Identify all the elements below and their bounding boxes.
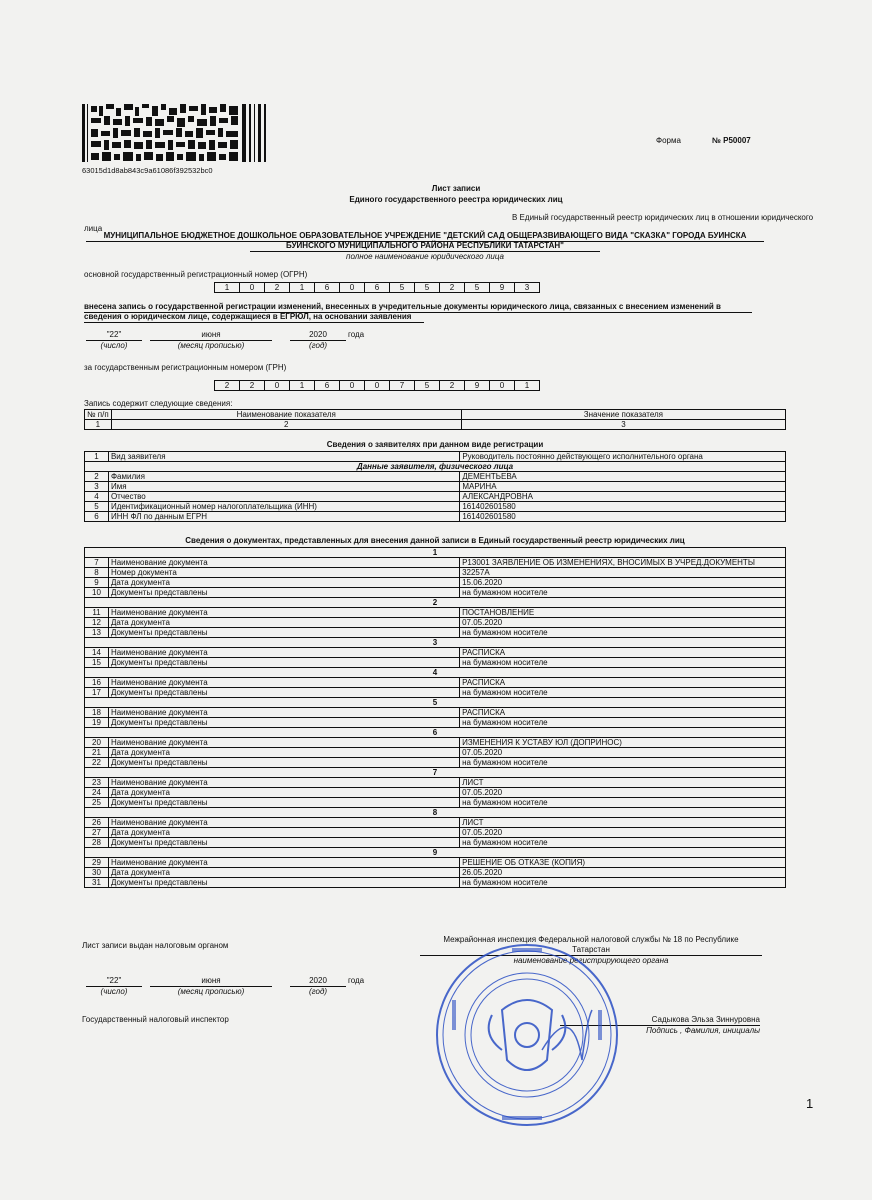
row-number: 8: [85, 568, 109, 578]
digit-cell: 1: [215, 283, 240, 292]
row-number: 15: [85, 658, 109, 668]
grn-digits: [214, 380, 540, 391]
document-group-row: [85, 638, 786, 648]
header-num-2: 2: [111, 420, 461, 430]
header-table: [84, 409, 786, 430]
row-number: 20: [85, 738, 109, 748]
table-row: [85, 738, 786, 748]
digit-cell: 0: [265, 381, 290, 390]
header-num-3: 3: [461, 420, 785, 430]
digit-cell: 5: [415, 283, 440, 292]
page-number: 1: [806, 1096, 814, 1111]
row-number: 19: [85, 718, 109, 728]
row-number: 17: [85, 688, 109, 698]
table-row: [85, 688, 786, 698]
table-row: [85, 788, 786, 798]
row-name: Дата документа: [108, 868, 459, 878]
row-value: 15.06.2020: [460, 578, 786, 588]
row-value: на бумажном носителе: [460, 628, 786, 638]
document-group-number: 9: [85, 848, 786, 858]
row-number: 18: [85, 708, 109, 718]
table-row: [85, 878, 786, 888]
digit-cell: 0: [240, 283, 265, 292]
table-row: [85, 558, 786, 568]
table-row: [85, 578, 786, 588]
row-value: ЛИСТ: [460, 818, 786, 828]
digit-cell: 6: [315, 381, 340, 390]
digit-cell: 1: [290, 381, 315, 390]
document-group-number: 4: [85, 668, 786, 678]
digit-cell: 2: [440, 283, 465, 292]
document-group-row: [85, 728, 786, 738]
row-value: на бумажном носителе: [460, 688, 786, 698]
row-value: 26.05.2020: [460, 868, 786, 878]
table-row: [85, 472, 786, 482]
row-name: Отчество: [108, 492, 459, 502]
row-name: Наименование документа: [108, 738, 459, 748]
row-number: 22: [85, 758, 109, 768]
document-group-row: [85, 668, 786, 678]
footer-date-year-word: года: [348, 976, 365, 985]
document-group-number: 1: [85, 548, 786, 558]
row-value: ИЗМЕНЕНИЯ К УСТАВУ ЮЛ (ДОПРИНОС): [460, 738, 786, 748]
footer-date-month: июня: [150, 976, 272, 987]
row-value: РЕШЕНИЕ ОБ ОТКАЗЕ (КОПИЯ): [460, 858, 786, 868]
table-row: [85, 588, 786, 598]
table-row: [85, 608, 786, 618]
org-name-caption: полное наименование юридического лица: [346, 252, 504, 261]
applicant-subheader-row: [85, 462, 786, 472]
row-value: на бумажном носителе: [460, 588, 786, 598]
digit-cell: 7: [390, 381, 415, 390]
entry-text-line2: сведения о юридическом лице, содержащиеся в ЕГРЮЛ, на основании заявления: [84, 312, 424, 323]
row-name: Фамилия: [108, 472, 459, 482]
entry-text-line1: внесена запись о государственной регистрации изменений, внесенных в учредительные документы юридического лица, связанных с внесением изменений в: [84, 302, 752, 313]
row-value: 07.05.2020: [460, 618, 786, 628]
row-number: 29: [85, 858, 109, 868]
signer-caption: Подпись , Фамилия, инициалы: [646, 1026, 760, 1035]
date-month: июня: [150, 330, 272, 341]
row-name: Номер документа: [108, 568, 459, 578]
row-number: 6: [85, 512, 109, 522]
digit-cell: 9: [490, 283, 515, 292]
document-group-number: 5: [85, 698, 786, 708]
row-value: МАРИНА: [460, 482, 786, 492]
row-value: на бумажном носителе: [460, 758, 786, 768]
row-number: 26: [85, 818, 109, 828]
row-name: Дата документа: [108, 748, 459, 758]
row-value: на бумажном носителе: [460, 718, 786, 728]
row-name: Наименование документа: [108, 648, 459, 658]
authority-caption: наименование регистрирующего органа: [513, 956, 669, 965]
row-number: 30: [85, 868, 109, 878]
row-number: 7: [85, 558, 109, 568]
row-value: 07.05.2020: [460, 748, 786, 758]
row-number: 21: [85, 748, 109, 758]
row-value: 32257А: [460, 568, 786, 578]
row-number: 27: [85, 828, 109, 838]
section-applicants-title: Сведения о заявителях при данном виде регистрации: [326, 440, 544, 449]
date-year-caption: (год): [308, 341, 328, 350]
table-row: [85, 748, 786, 758]
row-name: Наименование документа: [108, 818, 459, 828]
date-day: "22": [86, 330, 142, 341]
row-value: на бумажном носителе: [460, 798, 786, 808]
digit-cell: 9: [465, 381, 490, 390]
intro-text-2: лица: [84, 224, 103, 233]
date-day-caption: (число): [100, 341, 128, 350]
row-number: 10: [85, 588, 109, 598]
row-value: 161402601580: [460, 502, 786, 512]
authority-line1: Межрайонная инспекция Федеральной налоговой службы № 18 по Республике: [443, 935, 739, 944]
digit-cell: 3: [524, 283, 530, 292]
digit-cell: 0: [340, 381, 365, 390]
footer-month-caption: (месяц прописью): [177, 987, 245, 996]
signer-name: Садыкова Эльза Зиннуровна: [560, 1015, 760, 1026]
form-number: № Р50007: [712, 136, 751, 145]
official-stamp-seal: [432, 940, 622, 1130]
footer-date-day: "22": [86, 976, 142, 987]
header-col-num: № п/п: [85, 410, 112, 420]
row-name: Дата документа: [108, 578, 459, 588]
digit-cell: 6: [365, 283, 390, 292]
row-number: 24: [85, 788, 109, 798]
row-value: ЛИСТ: [460, 778, 786, 788]
row-number: 11: [85, 608, 109, 618]
table-row: [85, 618, 786, 628]
table-row: [85, 452, 786, 462]
document-group-number: 7: [85, 768, 786, 778]
issued-label: Лист записи выдан налоговым органом: [82, 941, 229, 950]
table-row: [85, 858, 786, 868]
row-name: Документы представлены: [108, 718, 459, 728]
row-name: Документы представлены: [108, 588, 459, 598]
document-group-row: [85, 698, 786, 708]
row-number: 23: [85, 778, 109, 788]
row-number: 31: [85, 878, 109, 888]
row-name: Дата документа: [108, 828, 459, 838]
table-row: [85, 628, 786, 638]
row-number: 1: [85, 452, 109, 462]
row-value: Руководитель постоянно действующего исполнительного органа: [460, 452, 786, 462]
table-row: [85, 838, 786, 848]
document-group-number: 6: [85, 728, 786, 738]
row-value: ДЕМЕНТЬЕВА: [460, 472, 786, 482]
table-row: [85, 482, 786, 492]
row-number: 13: [85, 628, 109, 638]
row-value: АЛЕКСАНДРОВНА: [460, 492, 786, 502]
date-month-caption: (месяц прописью): [177, 341, 245, 350]
table-row: [85, 828, 786, 838]
applicants-table: [84, 451, 786, 522]
document-group-row: [85, 598, 786, 608]
org-name-line2: БУИНСКОГО МУНИЦИПАЛЬНОГО РАЙОНА РЕСПУБЛИКИ ТАТАРСТАН": [250, 241, 600, 252]
intro-text: В Единый государственный реестр юридических лиц в отношении юридического: [512, 213, 814, 222]
row-name: Документы представлены: [108, 758, 459, 768]
row-value: ПОСТАНОВЛЕНИЕ: [460, 608, 786, 618]
applicant-subheader: Данные заявителя, физического лица: [85, 462, 786, 472]
header-row: [85, 410, 786, 420]
row-number: 3: [85, 482, 109, 492]
table-row: [85, 798, 786, 808]
documents-table: [84, 547, 786, 888]
row-number: 4: [85, 492, 109, 502]
row-name: Наименование документа: [108, 608, 459, 618]
row-value: РАСПИСКА: [460, 648, 786, 658]
row-number: 28: [85, 838, 109, 848]
table-row: [85, 678, 786, 688]
footer-year-caption: (год): [308, 987, 328, 996]
row-value: 07.05.2020: [460, 828, 786, 838]
row-name: Идентификационный номер налогоплательщика (ИНН): [108, 502, 459, 512]
table-row: [85, 758, 786, 768]
header-num-1: 1: [85, 420, 112, 430]
row-number: 16: [85, 678, 109, 688]
row-name: Документы представлены: [108, 628, 459, 638]
barcode-text: 63015d1d8ab843c9a61086f392532bc0: [82, 166, 213, 175]
row-name: Наименование документа: [108, 708, 459, 718]
digit-cell: 1: [524, 381, 530, 390]
digit-cell: 2: [265, 283, 290, 292]
row-number: 9: [85, 578, 109, 588]
table-row: [85, 502, 786, 512]
table-row: [85, 658, 786, 668]
digit-cell: 2: [215, 381, 240, 390]
digit-cell: 5: [465, 283, 490, 292]
document-group-number: 2: [85, 598, 786, 608]
table-row: [85, 778, 786, 788]
row-number: 12: [85, 618, 109, 628]
table-row: [85, 512, 786, 522]
digit-cell: 0: [490, 381, 515, 390]
row-value: на бумажном носителе: [460, 838, 786, 848]
title-line1: Лист записи: [431, 184, 481, 193]
footer-date-year: 2020: [290, 976, 346, 987]
row-name: Наименование документа: [108, 778, 459, 788]
ogrn-digits: [214, 282, 540, 293]
row-value: 161402601580: [460, 512, 786, 522]
document-group-row: [85, 808, 786, 818]
table-row: [85, 648, 786, 658]
row-name: Вид заявителя: [108, 452, 459, 462]
digit-cell: 6: [315, 283, 340, 292]
row-value: на бумажном носителе: [460, 878, 786, 888]
title-line2: Единого государственного реестра юридических лиц: [349, 195, 563, 204]
row-name: Документы представлены: [108, 838, 459, 848]
footer-day-caption: (число): [100, 987, 128, 996]
document-group-number: 8: [85, 808, 786, 818]
document-group-number: 3: [85, 638, 786, 648]
digit-cell: 0: [340, 283, 365, 292]
digit-cell: 0: [365, 381, 390, 390]
document-group-row: [85, 768, 786, 778]
digit-cell: 2: [240, 381, 265, 390]
ogrn-label: основной государственный регистрационный номер (ОГРН): [84, 270, 308, 279]
header-numbers-row: [85, 420, 786, 430]
table-row: [85, 868, 786, 878]
row-name: Документы представлены: [108, 798, 459, 808]
row-name: Документы представлены: [108, 878, 459, 888]
header-col-value: Значение показателя: [461, 410, 785, 420]
inspector-label: Государственный налоговый инспектор: [82, 1015, 229, 1024]
digit-cell: 5: [415, 381, 440, 390]
table-row: [85, 708, 786, 718]
row-value: Р13001 ЗАЯВЛЕНИЕ ОБ ИЗМЕНЕНИЯХ, ВНОСИМЫХ В УЧРЕД.ДОКУМЕНТЫ: [460, 558, 786, 568]
document-group-row: [85, 548, 786, 558]
row-name: Имя: [108, 482, 459, 492]
date-year-word: года: [348, 330, 365, 339]
row-name: Документы представлены: [108, 658, 459, 668]
row-number: 25: [85, 798, 109, 808]
row-value: на бумажном носителе: [460, 658, 786, 668]
digit-cell: 2: [440, 381, 465, 390]
row-value: РАСПИСКА: [460, 708, 786, 718]
org-name-line1: МУНИЦИПАЛЬНОЕ БЮДЖЕТНОЕ ДОШКОЛЬНОЕ ОБРАЗОВАТЕЛЬНОЕ УЧРЕЖДЕНИЕ "ДЕТСКИЙ САД ОБЩЕРАЗВИВАЮЩЕГО ВИДА "СКАЗКА" ГОРОДА БУИНСКА: [86, 231, 764, 242]
row-name: ИНН ФЛ по данным ЕГРН: [108, 512, 459, 522]
row-name: Дата документа: [108, 788, 459, 798]
row-name: Документы представлены: [108, 688, 459, 698]
authority-line2: Татарстан: [420, 945, 762, 956]
row-name: Наименование документа: [108, 678, 459, 688]
table-row: [85, 568, 786, 578]
barcode-graphic: [82, 104, 274, 164]
digit-cell: 1: [290, 283, 315, 292]
contains-label: Запись содержит следующие сведения:: [84, 399, 233, 408]
digit-cell: 5: [390, 283, 415, 292]
form-label: Форма: [656, 136, 681, 145]
row-value: РАСПИСКА: [460, 678, 786, 688]
row-number: 14: [85, 648, 109, 658]
grn-label: за государственным регистрационным номером (ГРН): [84, 363, 287, 372]
row-value: 07.05.2020: [460, 788, 786, 798]
row-number: 5: [85, 502, 109, 512]
document-group-row: [85, 848, 786, 858]
table-row: [85, 492, 786, 502]
row-number: 2: [85, 472, 109, 482]
row-name: Наименование документа: [108, 858, 459, 868]
table-row: [85, 818, 786, 828]
table-row: [85, 718, 786, 728]
section-documents-title: Сведения о документах, представленных для внесения данной записи в Единый государственный реестр юридических лиц: [185, 536, 685, 545]
row-name: Дата документа: [108, 618, 459, 628]
row-name: Наименование документа: [108, 558, 459, 568]
header-col-name: Наименование показателя: [111, 410, 461, 420]
date-year: 2020: [290, 330, 346, 341]
